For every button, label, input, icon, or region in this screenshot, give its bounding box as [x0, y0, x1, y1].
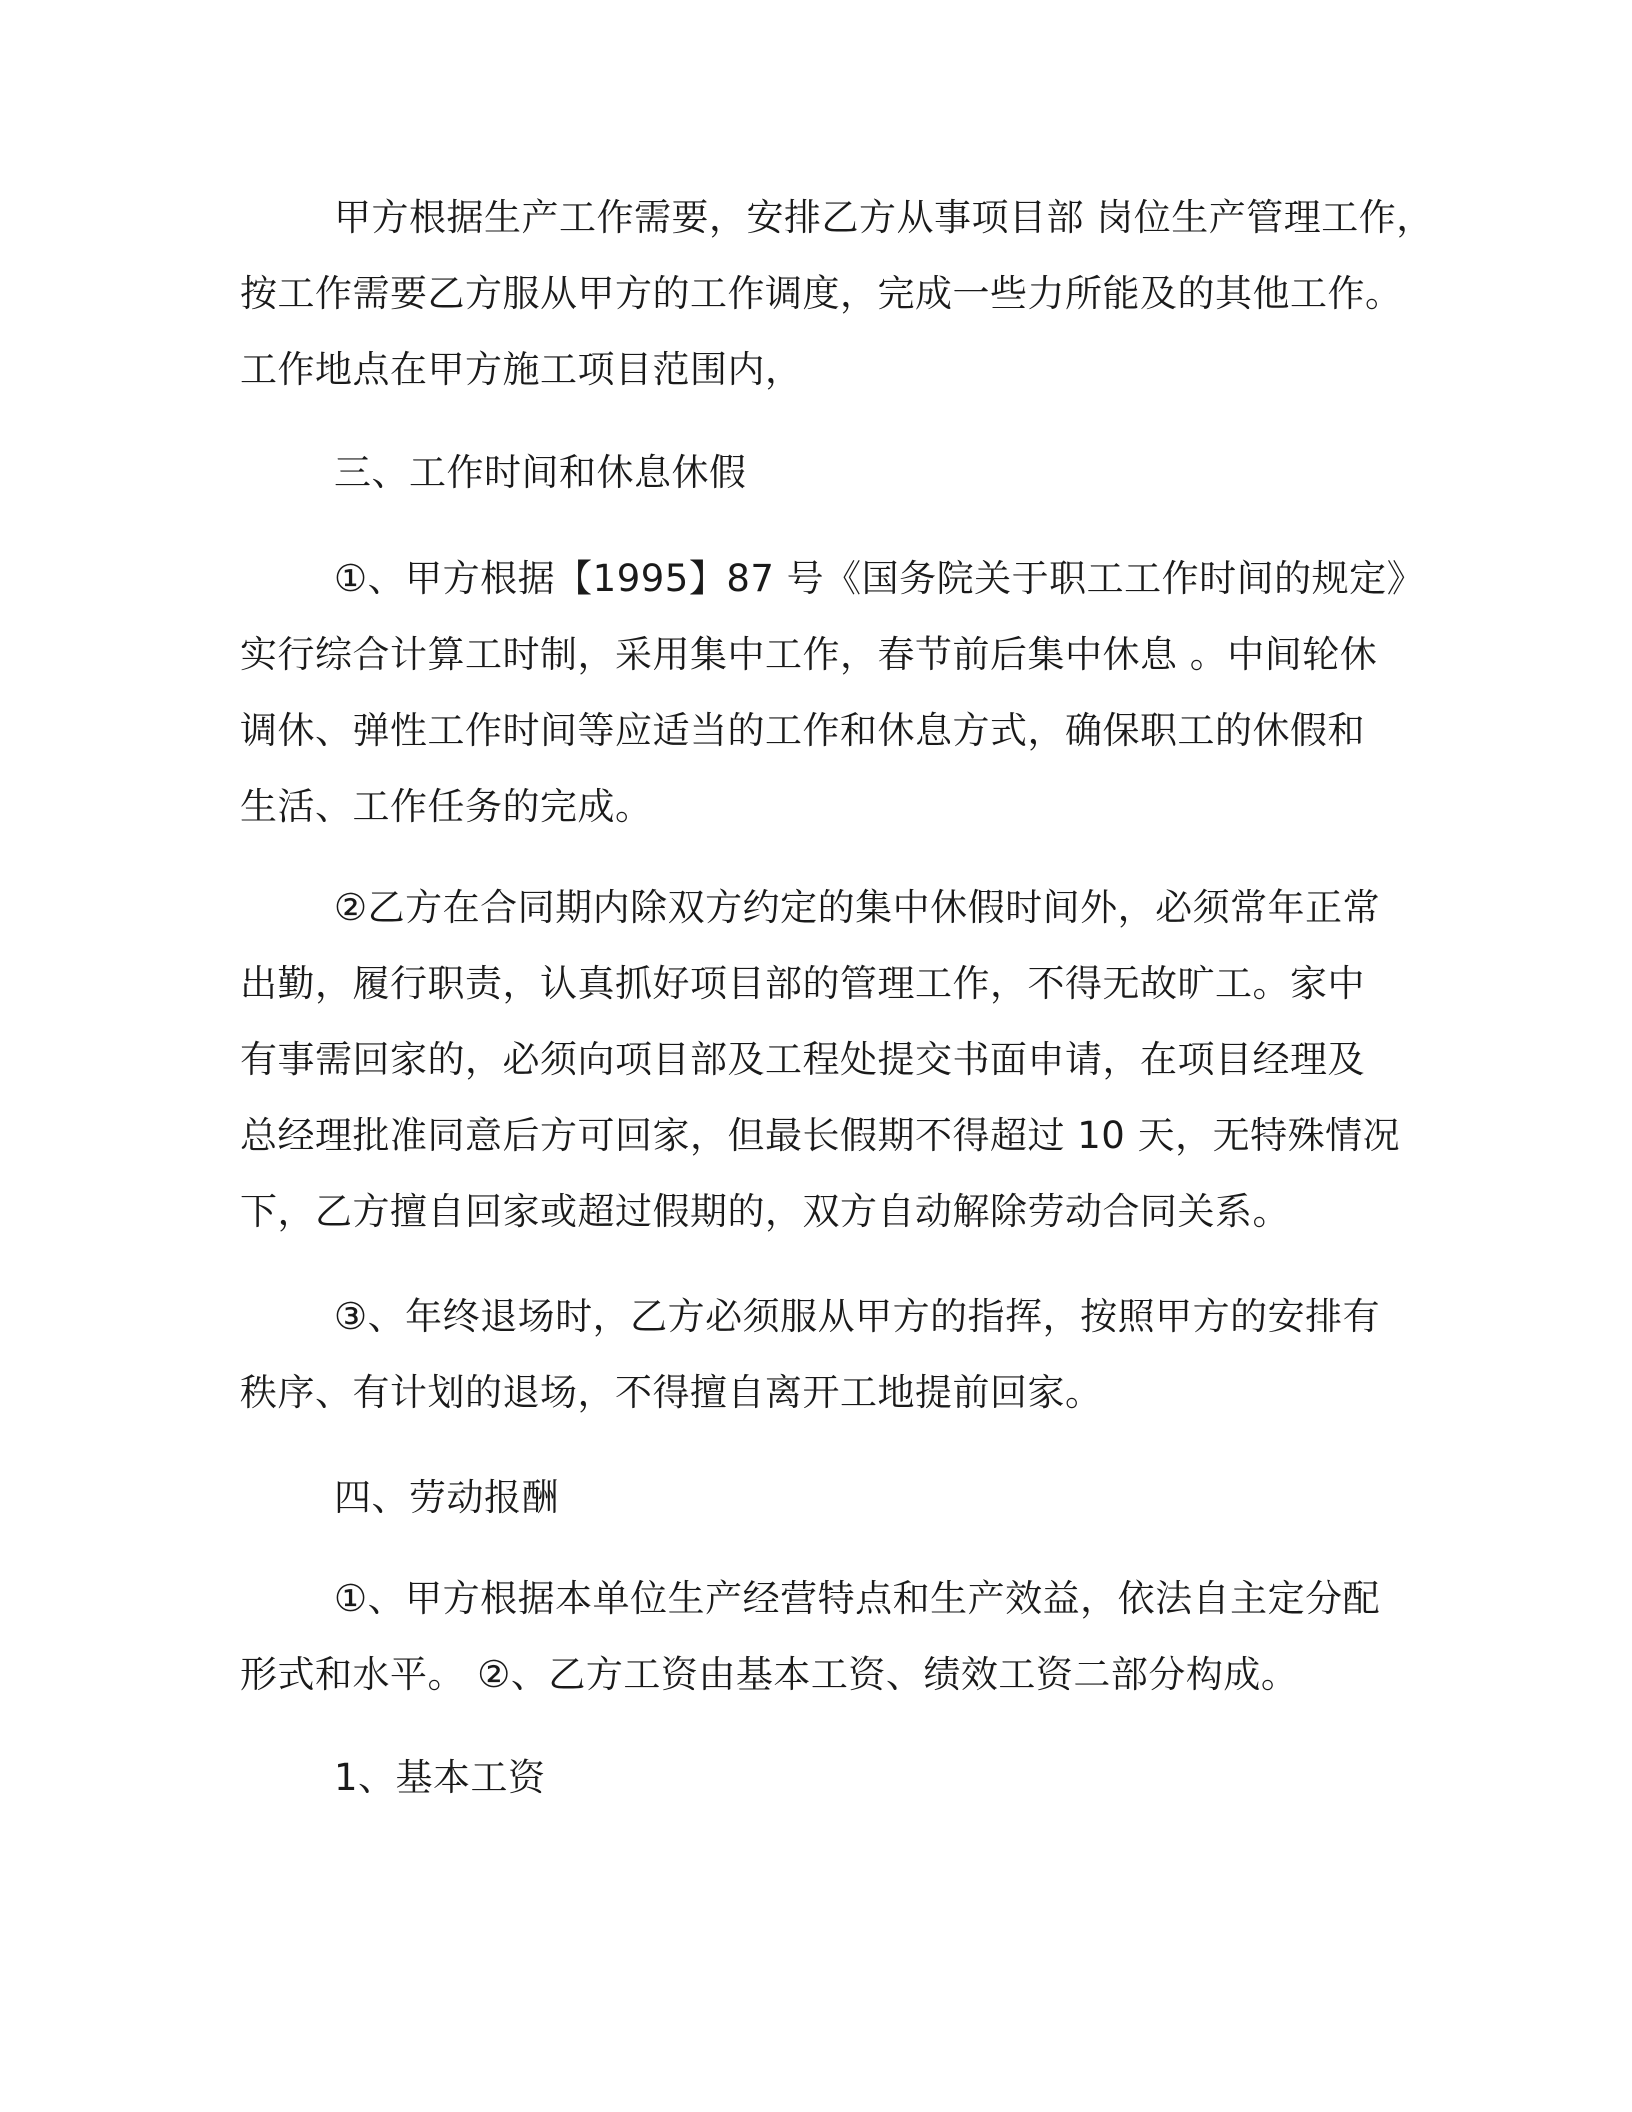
paragraph-line: 调休、弹性工作时间等应适当的工作和休息方式，确保职工的休假和	[240, 709, 1365, 752]
paragraph-line: 秩序、有计划的退场，不得擅自离开工地提前回家。	[240, 1371, 1103, 1414]
paragraph-line: 出勤，履行职责，认真抓好项目部的管理工作，不得无故旷工。家中	[240, 962, 1365, 1005]
paragraph-line: 形式和水平。 ②、乙方工资由基本工资、绩效工资二部分构成。	[240, 1653, 1299, 1696]
paragraph-line: ②乙方在合同期内除双方约定的集中休假时间外，必须常年正常	[334, 886, 1381, 929]
paragraph-line: ①、甲方根据本单位生产经营特点和生产效益，依法自主定分配	[334, 1577, 1381, 1620]
paragraph-line: ③、年终退场时，乙方必须服从甲方的指挥，按照甲方的安排有	[334, 1295, 1381, 1338]
paragraph-line: 甲方根据生产工作需要，安排乙方从事项目部 岗位生产管理工作，	[334, 196, 1434, 239]
paragraph-line: 生活、工作任务的完成。	[240, 785, 653, 828]
paragraph-line: 实行综合计算工时制，采用集中工作，春节前后集中休息 。中间轮休	[240, 633, 1378, 676]
paragraph-line: 按工作需要乙方服从甲方的工作调度，完成一些力所能及的其他工作。	[240, 272, 1403, 315]
paragraph-line: 下，乙方擅自回家或超过假期的，双方自动解除劳动合同关系。	[240, 1190, 1290, 1233]
section-heading: 四、劳动报酬	[334, 1476, 559, 1519]
section-heading: 三、工作时间和休息休假	[334, 451, 747, 494]
paragraph-line: 总经理批准同意后方可回家，但最长假期不得超过 10 天，无特殊情况	[240, 1114, 1401, 1157]
paragraph-line: ①、甲方根据【1995】87 号《国务院关于职工工作时间的规定》	[334, 557, 1425, 600]
paragraph-line: 工作地点在甲方施工项目范围内，	[240, 348, 803, 391]
paragraph-line: 有事需回家的，必须向项目部及工程处提交书面申请，在项目经理及	[240, 1038, 1365, 1081]
subsection-heading: 1、基本工资	[334, 1756, 546, 1799]
